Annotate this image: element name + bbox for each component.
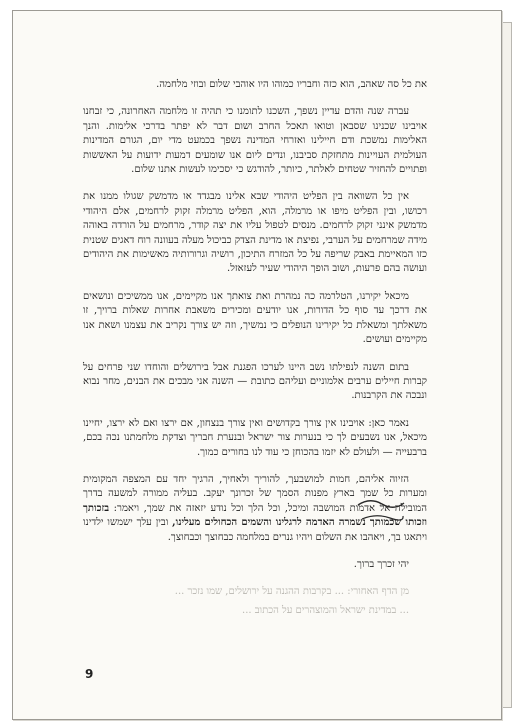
- paragraph: מיכאל יקירנו, הטלרמה כה נמהרת ואת צואתך אנו מקיימים, אנו ממשיכים ונושאים את דרכך עד סוף כל הדורות, אנו יודעים ומכירים משאבת אחרות שאלות ברויך, זו משאלתך ומשאלת כל יקירינו הנופלים כי נמשיך, וזה יש צורך נקריב את עצמנו ושאת אנו מקיימים ועושים.: [83, 290, 427, 346]
- bleed-through-line: ... במדינת ישראל והמוצהרים על הכתוב ...: [242, 604, 409, 616]
- paragraph: אין כל השוואה בין הפליט היהודי שבא אלינו מבגדד או מדמשק שגולו ממנו את רכושו, ובין הפליט מיפו או מרמלה, הוא, הפליט מרמלה זקוק לרחמים, אלם היהודי מדמשק אינני זקוק לרחמים. מנסים לטפול עליו את יצה קודר, מרחמים על הורדה באוהה מידה שמרחמים על הערבי, נפיצת או מדינת הצדק כביכול מעלה בעוונה רוח דאגים שטנית כזו המאיימת באבק שריפה על כל המזרח התיכון, רושיה וגרורותיה מאשימות את היהודים ועושה בהם פרעות, ושוב הופך היהודי שעיר לעזאזל.: [83, 191, 427, 275]
- paragraph-text: הזיוה אליהם, חמות למושבעך, להוריך ולאחיך, הרגיך יחד עם המצפה המקומית ומערות כל שמך בארץ מפנות הסמך של זכרונך יעקב. בעליה ממורה למשעה בדרך המובילה אל אדמות המושבה ומיכל, וכל הלך וכל נודע יזאזה את שמך, ויאמר:: [83, 473, 427, 514]
- closing-line: יהי זכרך ברוך.: [353, 558, 409, 570]
- memorial-text-body: [83, 78, 427, 622]
- paragraph: בתום השנה לנפילתו נשב היינו לערכו הפגנת אבל בירושלים והוחדו שני פרחים על קברות חיילים ערבים אלמוניים ועליהם כתובת — השנה אני מבכים את הבנים, מחר נבוא ונבכה את הקרבנות.: [83, 361, 427, 402]
- paragraph-tail: ובין עלך ישמשו ילדינו ויתאגו בך, ויאהבו את השלום ויהיו גנרים במלחמה כבחוצך וכבחוצך.: [83, 517, 427, 543]
- ink-underline-mark: [356, 495, 406, 525]
- bleed-through-line: מן הדף האחורי: ... בקרבות ההגנה על ירושלים, שמו נזכר ...: [174, 586, 409, 598]
- page-number: 9: [85, 667, 94, 681]
- bleed-through-text: [83, 585, 427, 618]
- paragraph: עברה שנה והדם עדיין נשפך, השכנו לתומנו כי תהיה זו מלחמה האחרונה, כי זבחנו אויבינו שכנינו שסבאן וטואו תאכל החרב ושום דבר לא יפתר בדרכי אלימות. והנך האלימות נמשכת ודם חיילינו ואזרחי המדינה נשפך בכמעט מדי יום, הגורם המדינות העולמית העויינות מתחזקת סביבנו, ונדים ליום אנו שומעים דמעות ידועות על האששות ופתויים להחזיר שטחים לאלתר, כיותר, להודגש כי יסכימו לעשות אתנו שלום.: [83, 106, 427, 176]
- paragraph: את כל סה שאהב, הוא כזה וחבריו כמוהו היו אוהבי שלום ובוזי מלחמה.: [156, 79, 427, 90]
- paragraph: נאמר כאן: אויבינו אין צורך בקדושים ואין צורך בנצחון, אם ירצו ואם לא ירצו, יחיינו מיכאל, אנו נשבעים לך כי בנערות צור ישראל ובנערת חבריך וצדקת מלחמתנו נכה בכם, ברבעייה — ולעולם לא יזמו בהכוחן כי עוד לנו בחורים כמוך.: [83, 417, 427, 458]
- bold-phrase: בזכותך וזכותו שכמותך נשמרה האדמה לרגלינו והשמים הכחולים מעלינו,: [83, 502, 427, 529]
